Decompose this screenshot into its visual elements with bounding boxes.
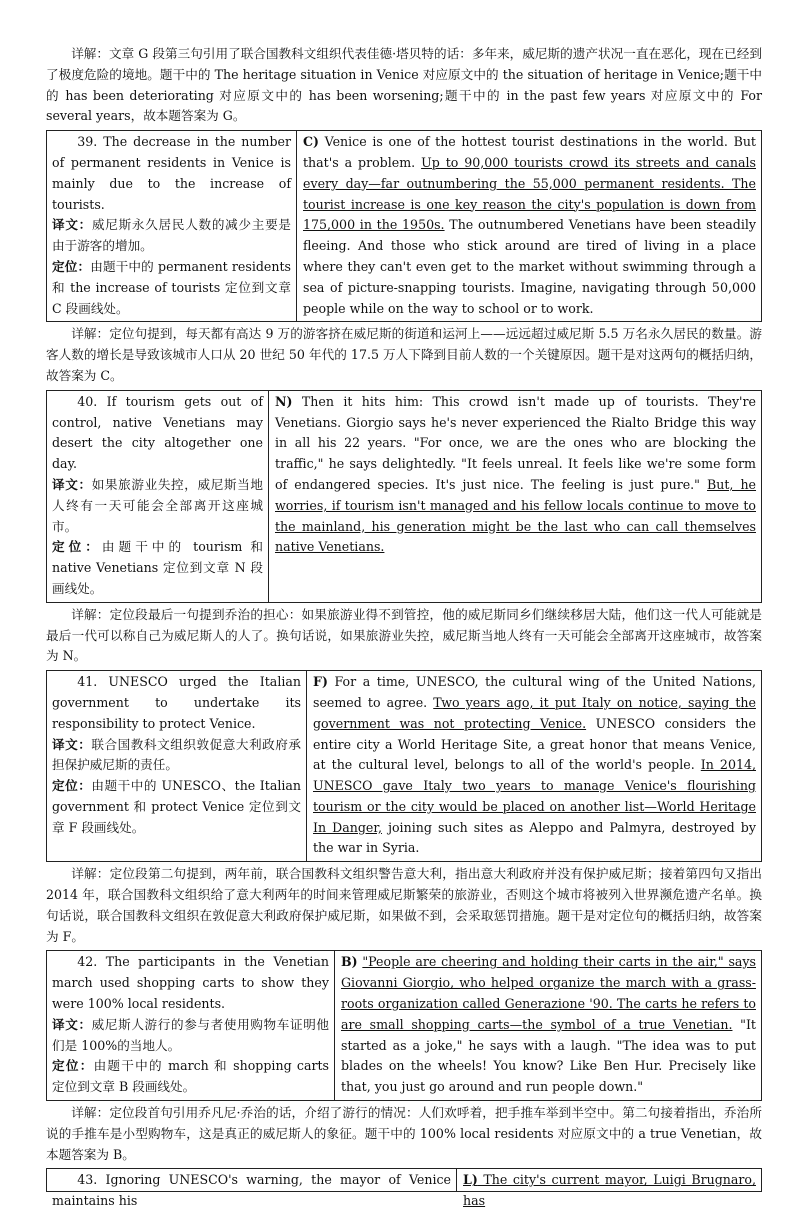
question-block-39 [46, 130, 762, 322]
passage-column [307, 671, 761, 861]
question-column [47, 951, 335, 1100]
location-text: 由题干中的 permanent residents 和 the increase of tourists 定位到文章 C 段画线处。 [52, 258, 291, 316]
intro-explanation: 详解：文章 G 段第三句引用了联合国教科文组织代表佳德·塔贝特的话：多年来，威尼斯的遗产状况一直在恶化，现在已经到了极度危险的境地。题干中的 The heritage situation in Venice 对应原文中的 the situation of heritage in Venice;题干中的 has been deteriorating 对应原文中的 has been worsening;题干中的 in the past few years 对应原文中的 For several years，故本题答案为 G。 [46, 46, 762, 124]
question-column [47, 391, 269, 602]
underlined-text: In 2014, UNESCO gave Italy two years to manage Venice's flourishing tourism or the city would be placed on another list—World Heritage In Danger, [313, 757, 756, 835]
question-column [47, 131, 297, 321]
location-text: 由题干中的 tourism 和 native Venetians 定位到文章 N 段画线处。 [52, 539, 264, 596]
explanation-42: 详解：定位段首句引用乔凡尼·乔治的话，介绍了游行的情况：人们欢呼着，把手推车举到半空中。第二句接着指出，乔治所说的手推车是小型购物车，这是真正的威尼斯人的象征。题干中的 100% local residents 对应原文中的 a true Venetian，故本题答案为 B。 [46, 1105, 762, 1162]
paragraph-letter: F) [313, 674, 328, 690]
passage-column [457, 1169, 761, 1209]
location-label: 定位： [52, 778, 92, 794]
translation [52, 475, 263, 537]
question-column [47, 671, 307, 861]
location [52, 1056, 329, 1098]
translation-text: 如果旅游业失控，威尼斯当地人终有一天可能会全部离开这座城市。 [52, 476, 264, 534]
location-label: 定位： [52, 258, 91, 274]
question-block-41 [46, 670, 762, 862]
question-text: 40. If tourism gets out of control, native Venetians may desert the city altogether one day. [52, 393, 263, 472]
question-column [47, 1169, 457, 1209]
question-text: 41. UNESCO urged the Italian government to undertake its responsibility to protect Venice. [52, 674, 301, 731]
translation [52, 735, 301, 777]
location-label: 定位： [52, 1058, 94, 1074]
paragraph-letter: N) [275, 393, 293, 409]
passage-text: "It started as a joke," he says with a laugh. "The idea was to put blades on the wheels! You know? Like Ben Hur. Precisely like that, you just go around and run people down." [341, 1016, 756, 1095]
translation-text: 联合国教科文组织敦促意大利政府承担保护威尼斯的责任。 [52, 736, 302, 773]
translation-label: 译文： [52, 736, 92, 752]
underlined-text: "People are cheering and holding their carts in the air," says Giovanni Giorgio, who helped organize the march with a grass-roots organization called Generazione '90. The carts he refers to are small shopping carts—the symbol of a true Venetian. [341, 954, 756, 1032]
question-block-43 [46, 1168, 762, 1209]
paragraph-letter: B) [341, 954, 358, 970]
passage-text: Then it hits him: This crowd isn't made up of tourists. They're Venetians. Giorgio says he's never experienced the Rialto Bridge this way in all his 22 years. "For once, we are the ones who are blocking the traffic," he says delightedly. "It feels unreal. It feels like we're some form of endangered species. It's just nice. The feeling is just pure." [275, 393, 756, 492]
explanation-41: 详解：定位段第二句提到，两年前，联合国教科文组织警告意大利，指出意大利政府并没有保护威尼斯；接着第四句又指出 2014 年，联合国教科文组织给了意大利两年的时间来管理威尼斯繁荣的旅游业，否则这个城市将被列入世界濒危遗产名单。换句话说，联合国教科文组织在敦促意大利政府保护威尼斯，如果做不到，会采取惩罚措施。题干是对定位句的概括归纳，故答案为 F。 [46, 866, 762, 944]
question-block-42 [46, 950, 762, 1101]
paragraph-letter: C) [303, 134, 319, 150]
location [52, 537, 263, 599]
passage-text: UNESCO considers the entire city a World Heritage Site, a great honor that means Venice, at the cultural level, belongs to all of the world's people. [313, 715, 756, 773]
underlined-text: Two years ago, it put Italy on notice, saying the government was not protecting Venice. [313, 694, 756, 731]
passage-text: The outnumbered Venetians have been steadily fleeing. And those who stick around are tired of living in a place where they can't even get to the market without swimming through a sea of picture-snapping tourists. Imagine, navigating through 50,000 people while on the way to school or to work. [303, 217, 756, 316]
passage-column [335, 951, 761, 1100]
translation-label: 译文： [52, 1016, 92, 1032]
paragraph-letter: L) [463, 1172, 478, 1188]
underlined-text: The city's current mayor, Luigi Brugnaro, has [463, 1172, 756, 1209]
underlined-text: Up to 90,000 tourists crowd its streets and canals every day—far outnumbering the 55,000 permanent residents. The tourist increase is one key reason the city's population is down from 175,000 in the 1950s. [303, 154, 756, 233]
explanation-39: 详解：定位句提到，每天都有高达 9 万的游客挤在威尼斯的街道和运河上——远远超过威尼斯 5.5 万名永久居民的数量。游客人数的增长是导致该城市人口从 20 世纪 50 年代的 17.5 万人下降到目前人数的一个关键原因。题干是对这两句的概括归纳，故答案为 C。 [46, 326, 762, 383]
location [52, 776, 301, 838]
passage-column [269, 391, 761, 602]
translation [52, 1015, 329, 1057]
question-block-40 [46, 390, 762, 603]
location-text: 由题干中的 UNESCO、the Italian government 和 protect Venice 定位到文章 F 段画线处。 [52, 778, 302, 835]
question-text: 39. The decrease in the number of permanent residents in Venice is mainly due to the increase of tourists. [52, 134, 291, 212]
translation-text: 威尼斯人游行的参与者使用购物车证明他们是 100%的当地人。 [52, 1016, 330, 1053]
location-label: 定位： [52, 539, 102, 555]
underlined-text: But, he worries, if tourism isn't managed and his fellow locals continue to move to the mainland, his generation might be the last who can call themselves native Venetians. [275, 476, 757, 555]
passage-text: Venice is one of the hottest tourist destinations in the world. But that's a problem. [303, 134, 756, 170]
explanation-40: 详解：定位段最后一句提到乔治的担心：如果旅游业得不到管控，他的威尼斯同乡们继续移居大陆，他们这一代人可能就是最后一代可以称自己为威尼斯人的人了。换句话说，如果旅游业失控，威尼斯当地人终有一天可能会全部离开这座城市，故答案为 N。 [46, 606, 762, 664]
question-text: 42. The participants in the Venetian march used shopping carts to show they were 100% local residents. [52, 954, 329, 1012]
translation-label: 译文： [52, 217, 92, 233]
location-text: 由题干中的 march 和 shopping carts 定位到文章 B 段画线处。 [52, 1058, 330, 1095]
passage-text: For a time, UNESCO, the cultural wing of the United Nations, seemed to agree. [313, 674, 756, 710]
location [52, 257, 291, 319]
translation-text: 威尼斯永久居民人数的减少主要是由于游客的增加。 [52, 217, 292, 254]
translation-label: 译文： [52, 476, 92, 492]
question-text: 43. Ignoring UNESCO's warning, the mayor of Venice maintains his [52, 1172, 451, 1209]
passage-column [297, 131, 761, 321]
passage-text: joining such sites as Aleppo and Palmyra, destroyed by the war in Syria. [313, 819, 756, 856]
answer-sheet-page [46, 44, 762, 1209]
translation [52, 215, 291, 257]
